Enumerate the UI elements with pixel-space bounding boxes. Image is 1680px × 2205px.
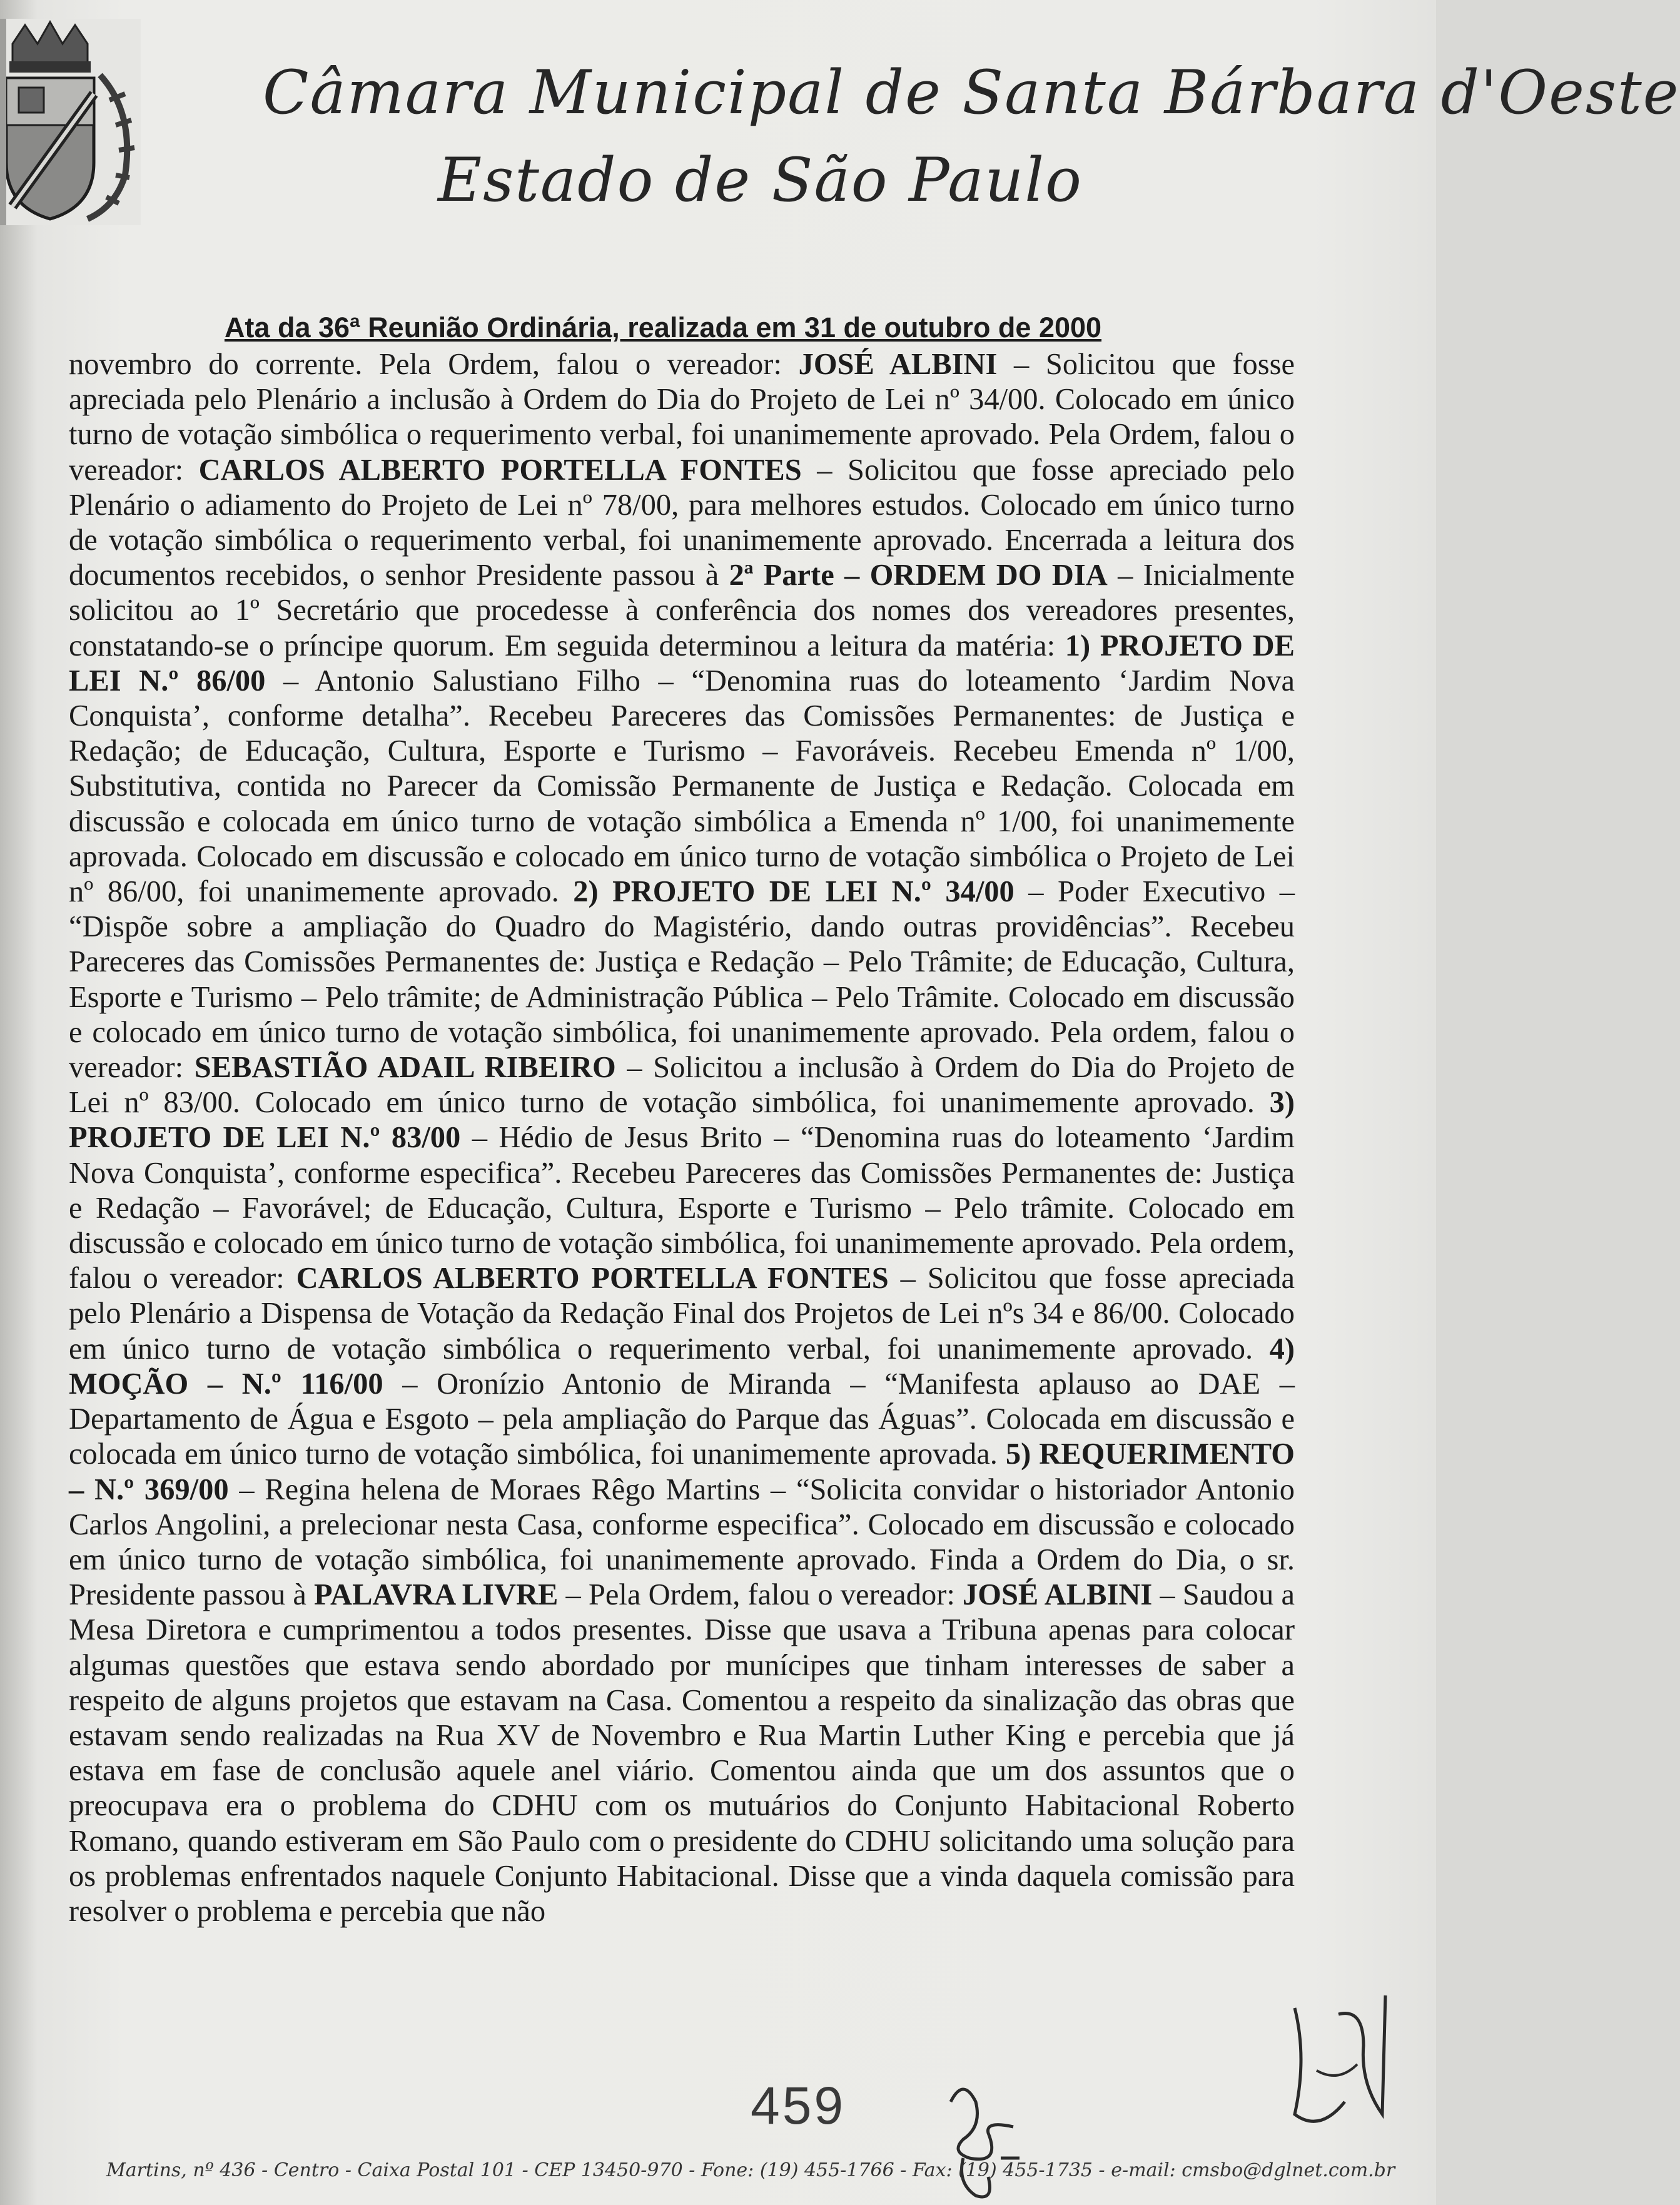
text-segment: – Oronízio Antonio de Miranda – “Manifesta aplauso ao DAE – Departamento de Água e Esgoto – pela ampliação do Parque das Águas”. Colocada em discussão e colocada em único turno de votação simbólica, foi unanimemente aprovada. [69,1367,1295,1471]
bold-text-segment: 1) PROJETO DE LEI N.º 86/00 [69,629,1295,697]
minutes-title: Ata da 36ª Reunião Ordinária, realizada em 31 de outubro de 2000 [224,312,1102,343]
text-segment: – Antonio Salustiano Filho – “Denomina ruas do loteamento ‘Jardim Nova Conquista’, conforme detalha”. Recebeu Pareceres das Comissões Permanentes: de Justiça e Redação; de Educação, Cultura, Esporte e Turismo – Favoráveis. Recebeu Emenda nº 1/00, Substitutiva, contida no Parecer da Comissão Permanente de Justiça e Redação. Colocada em discussão e colocada em único turno de votação simbólica a Emenda nº 1/00, foi unanimemente aprovada. Colocado em discussão e colocado em único turno de votação simbólica o Projeto de Lei nº 86/00, foi unanimemente aprovado. [69,664,1295,909]
text-segment: – Solicitou que fosse apreciada pelo Plenário a inclusão à Ordem do Dia do Projeto de Lei nº 34/00. Colocado em único turno de votação simbólica o requerimento verbal, foi unanimemente aprovado. Pela Ordem, falou o vereador: [69,348,1295,487]
bold-text-segment: JOSÉ ALBINI [798,348,998,381]
handwritten-signature-icon [926,2064,1038,2205]
bold-text-segment: JOSÉ ALBINI [962,1578,1153,1612]
header-state-name: Estado de São Paulo [438,145,1083,215]
text-segment: – Hédio de Jesus Brito – “Denomina ruas do loteamento ‘Jardim Nova Conquista’, conforme especifica”. Recebeu Pareceres das Comissões Permanentes de: Justiça e Redação – Favorável; de Educação, Cultura, Esporte e Turismo – Pelo trâmite. Colocado em discussão e colocado em único turno de votação simbólica, foi unanimemente aprovado. Pela ordem, falou o vereador: [69,1121,1295,1295]
minutes-body-text [69,347,1295,2061]
municipal-coat-of-arms-icon [0,19,141,225]
header-chamber-name: Câmara Municipal de Santa Bárbara d'Oeste [263,58,1680,128]
text-segment: – Pela Ordem, falou o vereador: [558,1578,963,1612]
text-segment: – Solicitou que fosse apreciada pelo Plenário a Dispensa de Votação da Redação Final dos Projetos de Lei nºs 34 e 86/00. Colocado em único turno de votação simbólica o requerimento verbal, foi unanimemente aprovado. [69,1262,1295,1366]
bold-text-segment: PALAVRA LIVRE [314,1578,559,1612]
text-segment: – Solicitou que fosse apreciado pelo Plenário o adiamento do Projeto de Lei nº 78/00, para melhores estudos. Colocado em único turno de votação simbólica o requerimento verbal, foi unanimemente aprovado. Encerrada a leitura dos documentos recebidos, o senhor Presidente passou à [69,453,1295,592]
text-segment: – Solicitou a inclusão à Ordem do Dia do Projeto de Lei nº 83/00. Colocado em único turno de votação simbólica, foi unanimemente aprovado. [69,1051,1295,1120]
text-segment: – Saudou a Mesa Diretora e cumprimentou a todos presentes. Disse que usava a Tribuna apenas para colocar algumas questões que estava sendo abordado por munícipes que tinham interesses de saber a respeito de alguns projetos que estavam na Casa. Comentou a respeito da sinalização das obras que estavam sendo realizadas na Rua XV de Novembro e Rua Martin Luther King e percebia que já estava em fase de conclusão aquele anel viário. Comentou ainda que um dos assuntos que o preocupava era o problema do CDHU com os mutuários do Conjunto Habitacional Roberto Romano, quando estiveram em São Paulo com o presidente do CDHU solicitando uma solução para os problemas enfrentados naquele Conjunto Habitacional. Disse que a vinda daquela comissão para resolver o problema e percebia que não [69,1578,1295,1928]
footer-address: Martins, nº 436 - Centro - Caixa Postal 101 - CEP 13450-970 - Fone: (19) 455-1766 - Fax: (19) 455-1735 - e-mail: cmsbo@dglnet.com.br [106,2159,1395,2181]
bold-text-segment: CARLOS ALBERTO PORTELLA FONTES [198,453,802,487]
text-segment: novembro do corrente. Pela Ordem, falou o vereador: [69,348,799,381]
bold-text-segment: 3) PROJETO DE LEI N.º 83/00 [69,1086,1295,1155]
bold-text-segment: 2ª Parte – ORDEM DO DIA [729,559,1108,592]
text-segment: – Poder Executivo – “Dispõe sobre a ampliação do Quadro do Magistério, dando outras providências”. Recebeu Pareceres das Comissões Permanentes de: Justiça e Redação – Pelo Trâmite; de Educação, Cultura, Esporte e Turismo – Pelo trâmite; de Administração Pública – Pelo Trâmite. Colocado em discussão e colocado em único turno de votação simbólica, foi unanimemente aprovado. Pela ordem, falou o vereador: [69,875,1295,1085]
bold-text-segment: SEBASTIÃO ADAIL RIBEIRO [194,1051,616,1085]
bold-text-segment: 5) REQUERIMENTO – N.º 369/00 [69,1437,1295,1506]
text-segment: – Inicialmente solicitou ao 1º Secretário que procedesse à conferência dos nomes dos vereadores presentes, constatando-se o príncipe quorum. Em seguida determinou a leitura da matéria: [69,559,1295,662]
handwritten-signature-icon [1270,1989,1401,2146]
bold-text-segment: 2) PROJETO DE LEI N.º 34/00 [573,875,1015,909]
page-number: 459 [751,2076,846,2135]
text-segment: – Regina helena de Moraes Rêgo Martins – “Solicita convidar o historiador Antonio Carlos Angolini, a prelecionar nesta Casa, conforme especifica”. Colocado em discussão e colocado em único turno de votação simbólica, foi unanimemente aprovado. Finda a Ordem do Dia, o sr. Presidente passou à [69,1473,1295,1612]
bold-text-segment: 4) MOÇÃO – N.º 116/00 [69,1332,1295,1401]
bold-text-segment: CARLOS ALBERTO PORTELLA FONTES [296,1262,889,1295]
